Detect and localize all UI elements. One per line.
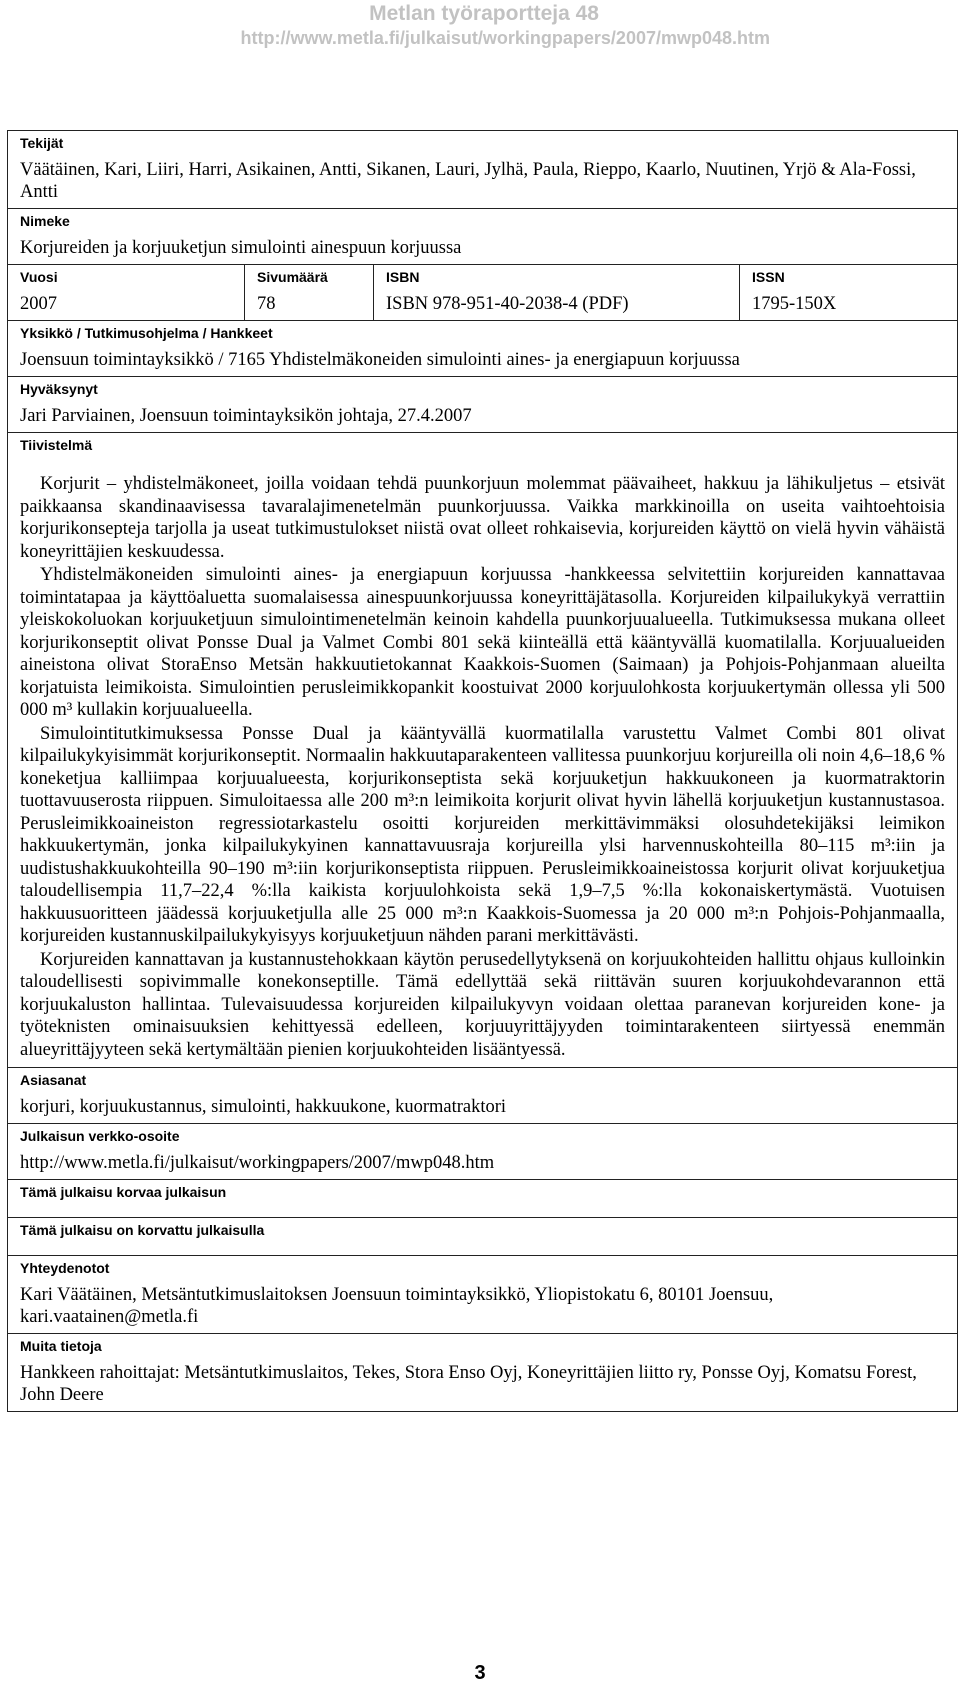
other-info-cell bbox=[8, 1334, 958, 1412]
replaced-by-row bbox=[8, 1218, 958, 1256]
authors-row bbox=[8, 131, 958, 209]
approved-row bbox=[8, 377, 958, 433]
title-cell bbox=[8, 209, 958, 265]
abstract-paragraph: Simulointitutkimuksessa Ponsse Dual ja kääntyvällä kuormatilalla varustettu Valmet Combi 801 olivat kilpailukykyisimmät korjurikonseptit. Normaalin hakkuutaparakenteen vallitessa puunkorjuu korjureilla oli noin 4,6–18,6 % koneketjua kalliimpaa korjuualueesta, korjurikonseptista sekä korjuuketjun hakkuukoneen ja kuormatraktorin tuottavuuserosta riippuen. Simuloitaessa alle 200 m³:n leimikoita korjurit olivat hyvin lähellä korjuuketjun kustannustasoa. Perusleimikkoaineiston regressiotarkastelu osoitti korjureiden merkittävimmäksi olosuhdetekijäksi leimikon hakkuukertymän, jonka kilpailukykyinen kannattavuusraja korjureilla ylsi harvennuskohteilla 80–115 m³:iin ja uudistushakkuukohteilla 90–190 m³:iin korjurikonseptista riippuen. Perusleimikkoaineistossa korjurit olivat korjuuketjua taloudellisempia 11,7–22,4 %:lla kaikista korjuulohkoista sekä 1,9–7,5 %:lla kokonaiskertymästä. Vuotuisen hakkuusuoritteen jäädessä korjuuketjulla alle 25 000 m³:n Kaakkois-Suomessa ja 20 000 m³:n Pohjois-Pohjanmaalla, korjureiden kustannuskilpailukykyisyys korjuuketjuun nähden parani merkittävästi. bbox=[20, 723, 946, 946]
other-info-row bbox=[8, 1334, 958, 1412]
replaces-cell bbox=[8, 1180, 958, 1218]
web-address-link[interactable]: http://www.metla.fi/julkaisut/workingpapers/2007/mwp048.htm bbox=[20, 1153, 495, 1173]
isbn-label: ISBN bbox=[386, 269, 420, 285]
keywords-label: Asiasanat bbox=[20, 1072, 87, 1088]
unit-value: Joensuun toimintayksikkö / 7165 Yhdistelmäkoneiden simulointi aines- ja energiapuun korjuussa bbox=[20, 350, 740, 370]
pages-cell bbox=[245, 265, 374, 321]
authors-label: Tekijät bbox=[20, 135, 64, 151]
title-row bbox=[8, 209, 958, 265]
title-label: Nimeke bbox=[20, 213, 70, 229]
keywords-value: korjuri, korjuukustannus, simulointi, hakkuukone, kuormatraktori bbox=[20, 1097, 507, 1117]
replaced-by-label: Tämä julkaisu on korvattu julkaisulla bbox=[20, 1222, 265, 1238]
replaced-by-cell bbox=[8, 1218, 958, 1256]
other-info-value: Hankkeen rahoittajat: Metsäntutkimuslaitos, Tekes, Stora Enso Oyj, Koneyrittäjien liitto ry, Ponsse Oyj, Komatsu Forest, John Deere bbox=[20, 1363, 917, 1405]
replaces-row bbox=[8, 1180, 958, 1218]
title-value: Korjureiden ja korjuuketjun simulointi ainespuun korjuussa bbox=[20, 238, 462, 258]
keywords-cell bbox=[8, 1068, 958, 1124]
description-form bbox=[7, 130, 958, 1412]
isbn-value: ISBN 978-951-40-2038-4 (PDF) bbox=[386, 294, 629, 314]
header-url: http://www.metla.fi/julkaisut/workingpapers/2007/mwp048.htm bbox=[240, 28, 770, 48]
abstract-paragraph: Korjurit – yhdistelmäkoneet, joilla voidaan tehdä puunkorjuun molemmat päävaiheet, hakkuu ja lähikuljetus – etsivät paikkaansa skandinaavisessa tavaralajimenetelmän puunkorjuussa. Vaikka markkinoilla on useita vaihtoehtoisia korjurikonsepteja tarjolla ja useat tutkimustulokset niistä ovat olleet rohkaisevia, korjureiden käyttö on vielä hyvin vähäistä koneyrittäjien keskuudessa. bbox=[20, 474, 946, 562]
keywords-row bbox=[8, 1068, 958, 1124]
approved-label: Hyväksynyt bbox=[20, 381, 98, 397]
unit-cell bbox=[8, 321, 958, 377]
abstract-paragraph: Yhdistelmäkoneiden simulointi aines- ja energiapuun korjuussa -hankkeessa selvitettiin korjureiden kannattavaa toimintatapaa ja käyttöaluetta suomalaisessa ainespuunkorjuussa koneyrittäjätasolla. Korjureiden kilpailukykyä verrattiin yleiskokoluokan korjuuketjuun simulointimenetelmän keinoin kahdella puunkorjuualueella. Tutkimuksessa mukana olleet korjurikonseptit olivat Ponsse Dual ja Valmet Combi 801 sekä kiinteällä että kääntyvällä kuomatilalla. Korjuualueiden aineistona olivat StoraEnso Metsän hakkuutietokannat Kaakkois-Suomen (Saimaan) ja Pohjois-Pohjanmaan alueilta korjatuista leimikoista. Simulointien perusleimikkopankit koostuivat 2000 korjuulohkosta korjuukertymän ollessa yli 500 000 m³ kullakin korjuualueella. bbox=[20, 565, 946, 720]
series-title: Metlan työraportteja 48 bbox=[369, 2, 599, 25]
issn-label: ISSN bbox=[752, 269, 785, 285]
contacts-row bbox=[8, 1256, 958, 1334]
unit-label: Yksikkö / Tutkimusohjelma / Hankkeet bbox=[20, 325, 273, 341]
abstract-paragraph: Korjureiden kannattavan ja kustannustehokkaan käytön perusedellytyksenä on korjuukohteiden hallittu ohjaus kulloinkin taloudellisesti sopivimmalle konekonseptille. Tämä edellyttää sekä riittävän suuren korjuukohdevarannon että korjuukaluston hallintaa. Tulevaisuudessa korjureiden kilpailukyvyn voidaan olettaa paranevan korjureiden kone- ja työteknisten ominaisuuksien kehittyessä edelleen, korjuuyrittäjyyden toimintarakenteen siirtyessä enemmän alueyrittäjyyteen sekä kertymältään pienien korjuukohteiden lisääntyessä. bbox=[20, 949, 946, 1060]
year-label: Vuosi bbox=[20, 269, 58, 285]
contacts-cell bbox=[8, 1256, 958, 1334]
year-value: 2007 bbox=[20, 294, 57, 314]
authors-cell bbox=[8, 131, 958, 209]
pages-value: 78 bbox=[257, 294, 276, 314]
replaces-label: Tämä julkaisu korvaa julkaisun bbox=[20, 1184, 227, 1200]
abstract-row bbox=[8, 433, 958, 1068]
unit-row bbox=[8, 321, 958, 377]
page-number: 3 bbox=[474, 1662, 486, 1684]
pages-label: Sivumäärä bbox=[257, 269, 328, 285]
abstract-label: Tiivistelmä bbox=[20, 437, 93, 453]
approved-value: Jari Parviainen, Joensuun toimintayksikön johtaja, 27.4.2007 bbox=[20, 406, 472, 426]
authors-value: Väätäinen, Kari, Liiri, Harri, Asikainen, Antti, Sikanen, Lauri, Jylhä, Paula, Rieppo, Kaarlo, Nuutinen, Yrjö & Ala-Fossi, Antti bbox=[20, 160, 916, 202]
issn-value: 1795-150X bbox=[752, 294, 837, 314]
web-address-row bbox=[8, 1124, 958, 1180]
web-address-cell bbox=[8, 1124, 958, 1180]
contacts-label: Yhteydenotot bbox=[20, 1260, 110, 1276]
year-cell bbox=[8, 265, 245, 321]
metadata-row bbox=[8, 265, 958, 321]
other-info-label: Muita tietoja bbox=[20, 1338, 102, 1354]
isbn-cell bbox=[374, 265, 740, 321]
abstract-body bbox=[20, 461, 945, 1061]
web-address-label: Julkaisun verkko-osoite bbox=[20, 1128, 180, 1144]
abstract-cell bbox=[8, 433, 958, 1068]
issn-cell bbox=[740, 265, 958, 321]
contacts-value: Kari Väätäinen, Metsäntutkimuslaitoksen Joensuun toimintayksikkö, Yliopistokatu 6, 80101 Joensuu, kari.vaatainen@metla.fi bbox=[20, 1285, 774, 1327]
approved-cell bbox=[8, 377, 958, 433]
